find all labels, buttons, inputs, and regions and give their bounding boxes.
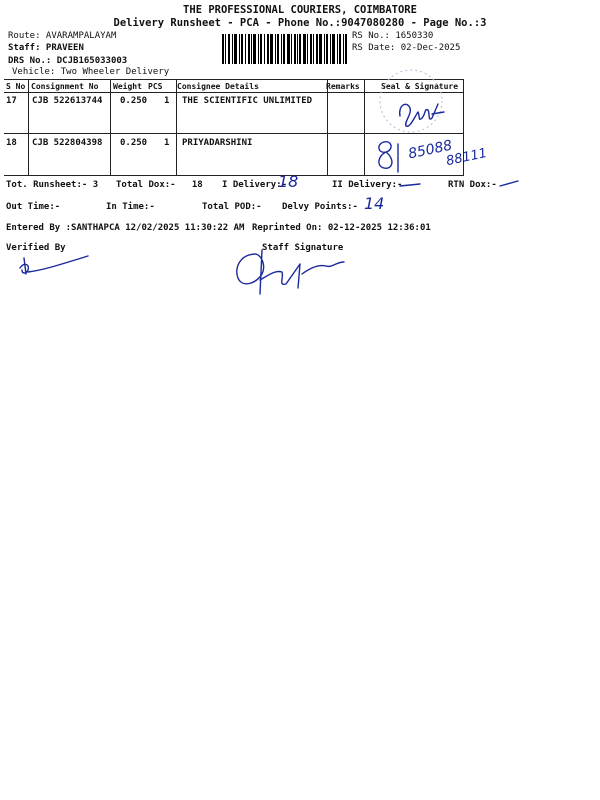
- tot-runsheet: Tot. Runsheet:- 3: [6, 180, 99, 190]
- total-dox: Total Dox:- 18: [116, 180, 203, 190]
- staff-label: Staff: PRAVEEN: [8, 43, 84, 53]
- table-col-divider: [327, 79, 328, 175]
- staff-signature: [226, 236, 350, 298]
- header-seal: Seal & Signature: [381, 82, 459, 91]
- i-delivery-value: 18: [278, 172, 299, 191]
- handwritten-mark: [372, 134, 412, 178]
- table-col-divider: [176, 79, 177, 175]
- delvy-points-value: 14: [364, 194, 385, 213]
- header-pcs: PCS: [148, 82, 163, 91]
- out-time: Out Time:-: [6, 202, 61, 212]
- entered-by: Entered By :SANTHAPCA 12/02/2025 11:30:22 AM: [6, 223, 245, 233]
- route-label: Route: AVARAMPALAYAM: [8, 31, 117, 41]
- row-pcs: 1: [164, 138, 170, 148]
- rtn-dox: RTN Dox:-: [448, 180, 497, 190]
- header-sno: S No: [6, 82, 26, 91]
- drs-number: DRS No.: DCJB165033003: [8, 56, 128, 66]
- barcode: [222, 34, 347, 64]
- table-col-divider: [28, 79, 29, 175]
- row-consignment-no: CJB 522804398: [32, 138, 103, 148]
- table-col-divider: [110, 79, 111, 175]
- row-sno: 17: [6, 96, 17, 106]
- i-delivery: I Delivery:-: [222, 180, 288, 190]
- handwritten-dash: [498, 178, 522, 188]
- seal-signature: [392, 96, 452, 132]
- table-col-divider: [364, 79, 365, 175]
- verified-by: Verified By: [6, 243, 66, 253]
- vehicle-label: Vehicle: Two Wheeler Delivery: [12, 67, 170, 77]
- handwritten-note: 88111: [444, 145, 489, 170]
- row-consignment-no: CJB 522613744: [32, 96, 103, 106]
- ii-delivery: II Delivery:-: [332, 180, 403, 190]
- runsheet-subtitle: Delivery Runsheet - PCA - Phone No.:9047080280 - Page No.:3: [113, 17, 487, 29]
- in-time: In Time:-: [106, 202, 155, 212]
- header-remarks: Remarks: [326, 82, 360, 91]
- verified-signature: [14, 252, 94, 282]
- staff-signature-label: Staff Signature: [262, 243, 344, 253]
- delvy-points: Delvy Points:-: [282, 202, 358, 212]
- header-consignee: Consignee Details: [177, 82, 259, 91]
- row-consignee: PRIYADARSHINI: [182, 138, 253, 148]
- row-pcs: 1: [164, 96, 170, 106]
- rs-number: RS No.: 1650330: [352, 31, 434, 41]
- row-consignee: THE SCIENTIFIC UNLIMITED: [182, 96, 313, 106]
- row-weight: 0.250: [120, 138, 148, 148]
- handwritten-note: 85088: [406, 137, 454, 163]
- rs-date: RS Date: 02-Dec-2025: [352, 43, 461, 53]
- header-consignment: Consignment No: [31, 82, 99, 91]
- total-pod: Total POD:-: [202, 202, 262, 212]
- reprinted-on: Reprinted On: 02-12-2025 12:36:01: [252, 223, 431, 233]
- company-title: THE PROFESSIONAL COURIERS, COIMBATORE: [183, 4, 417, 16]
- header-weight: Weight: [113, 82, 142, 91]
- row-weight: 0.250: [120, 96, 148, 106]
- row-sno: 18: [6, 138, 17, 148]
- handwritten-dash: [398, 180, 424, 190]
